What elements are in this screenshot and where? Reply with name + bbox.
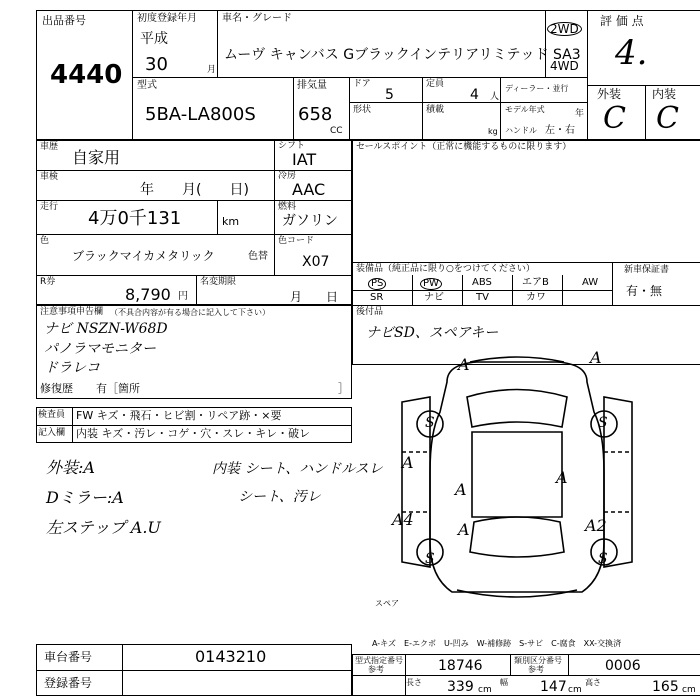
damage-mark-front-right: A [590,348,602,367]
model-year-label: モデル年式 [505,105,545,114]
damage-mark-front: A [458,355,470,374]
ref-label-1: 参考 [368,665,384,674]
equip-abs: ABS [472,277,492,288]
height-label: 高さ [585,678,601,687]
history-label: 車歴 [40,142,59,152]
type-cert-label: 型式指定番号 [355,656,403,665]
notes-line-1: ナビ NSZN-W68D [44,321,168,337]
fuel-value: ガソリン [282,213,338,229]
shape-label: 形状 [353,105,372,115]
repair-label: 修復歴 [40,382,73,395]
damage-mark-right-rear: A2 [585,516,607,535]
length-value: 339 [447,679,474,695]
damage-mark-left-step: A4 [392,510,414,529]
height-unit: cm [682,685,696,695]
displacement-value: 658 [298,104,333,125]
equip-sr: SR [370,292,384,303]
notes-sublabel: （不具合内容が有る場合に記入して下さい） [110,308,270,317]
mileage-label: 走行 [40,202,59,212]
equip-tv: TV [476,292,489,303]
equip-pw: PW [420,278,442,290]
sales-point-label: セールスポイント（正常に機能するものに限ります） [356,142,572,152]
drive-2wd: 2WD [547,22,582,36]
wheel-mark-rl: S [425,551,435,567]
recycle-amount: 8,790 [125,285,171,304]
length-label: 長さ [406,678,422,687]
kg-unit: kg [488,127,498,136]
doors-value: 5 [385,87,394,103]
length-unit: cm [478,685,492,695]
exterior-label: 外装 [597,87,622,101]
color-value: ブラックマイカメタリック [72,249,215,263]
month-label: 月 [207,65,217,75]
name-change-label: 名変期限 [200,277,237,287]
width-unit: cm [568,685,582,695]
notes-line-3: ドラレコ [44,360,100,376]
interior-grade: C [656,101,679,136]
registration-label: 登録番号 [44,676,93,690]
lot-number: 4440 [50,60,123,90]
km-unit: km [222,215,240,228]
capacity-label: 定員 [426,79,445,89]
cc-unit: CC [330,126,343,136]
recycle-label: R券 [40,277,56,287]
model-value: 5BA-LA800S [145,104,256,125]
color-code-value: X07 [302,254,330,270]
warranty-label: 新車保証書 [624,265,670,275]
reg-year: 30 [145,54,168,75]
ref-label-2: 参考 [528,665,544,674]
hw-left-2: Dミラー:A [46,488,124,507]
fuel-label: 燃料 [278,202,297,212]
damage-mark-left-front-door: A [455,480,467,499]
aftermarket-value: ナビSD、スペアキー [366,325,499,341]
handle-label: ハンドル [505,126,537,135]
inspector-exterior-row: FW キズ・飛石・ヒビ割・リペア跡・×要 [76,409,282,422]
type-cert-value: 18746 [438,658,483,674]
name-change-value: 月 日 [290,290,339,304]
color-swap-label: 色替 [248,251,268,262]
equip-navi: ナビ [424,292,444,303]
aftermarket-label: 後付品 [356,307,384,317]
color-label: 色 [40,236,50,246]
inspector-label-1: 検査員 [38,410,66,420]
dealer-label: ディーラー・並行 [505,84,569,93]
exterior-grade: C [603,101,626,136]
hw-left-1: 外装:A [46,458,95,477]
hw-right-1: 内装 シート、ハンドルスレ [212,461,383,477]
repair-value: 有［箇所 [96,382,140,395]
inspection-value: 年 月( 日) [140,182,249,198]
repair-close: ］ [338,382,349,395]
width-value: 147 [540,679,567,695]
car-name-label: 車名・グレード [222,13,292,24]
mileage-value: 4万0千131 [88,208,182,229]
year-unit: 年 [575,109,585,119]
damage-mark-rear-door: A [458,520,470,539]
warranty-value: 有・無 [626,284,663,298]
shift-value: IAT [292,150,317,169]
equipment-label: 装備品（純正品に限り○をつけてください） [356,264,535,274]
equip-leather: カワ [526,292,546,303]
damage-mark-left-door: A [402,453,414,472]
capacity-unit: 人 [490,92,500,102]
lot-label: 出品番号 [42,14,86,27]
chassis-number: 0143210 [195,647,267,666]
displacement-label: 排気量 [297,80,327,91]
load-label: 積載 [426,105,445,115]
inspection-label: 車検 [40,172,59,182]
model-label: 型式 [137,80,157,91]
shift-label: シフト [278,141,306,151]
doors-label: ドア [353,79,371,89]
equip-airbag: エアB [522,277,549,288]
era: 平成 [140,31,168,47]
interior-label: 内装 [652,87,677,101]
height-value: 165 [652,679,679,695]
ac-label: 冷房 [278,171,297,181]
notes-label: 注意事項申告欄 [40,307,104,317]
hw-right-2: シート、汚レ [238,489,321,505]
drive-4wd: 4WD [550,59,579,73]
notes-line-2: パノラマモニター [44,341,156,357]
spare-label: スペア [375,599,399,608]
wheel-mark-fr: S [598,415,608,431]
width-label: 幅 [500,678,508,687]
header-box [36,10,700,140]
color-code-label: 色コード [278,236,315,246]
inspector-interior-row: 内装 キズ・汚レ・コゲ・穴・スレ・キレ・破レ [76,427,311,440]
ac-value: AAC [292,180,326,199]
category-label: 類別区分番号 [514,656,562,665]
first-reg-label: 初度登録年月 [137,13,197,24]
chassis-label: 車台番号 [44,650,93,664]
damage-legend: A-キズ E-エクボ U-凹み W-補修跡 S-サビ C-腐食 XX-交換済 [372,639,622,648]
wheel-mark-fl: S [425,415,435,431]
history-value: 自家用 [72,148,121,167]
car-name: ムーヴ キャンバス Gブラックインテリアリミテッド SA3 [224,47,581,63]
wheel-mark-rr: S [598,551,608,567]
damage-mark-right-front-door: A [556,468,568,487]
equip-ps: PS [368,278,386,290]
category-value: 0006 [605,658,641,674]
score-value: 4. [615,33,648,73]
equip-aw: AW [582,277,599,288]
capacity-value: 4 [470,87,479,103]
score-label: 評 価 点 [600,14,644,28]
inspector-label-2: 記入欄 [38,428,66,438]
hw-left-3: 左ステップ A.U [46,518,161,537]
handle-value: 左・右 [545,125,575,136]
car-damage-diagram [382,348,652,612]
yen-unit: 円 [178,291,188,302]
